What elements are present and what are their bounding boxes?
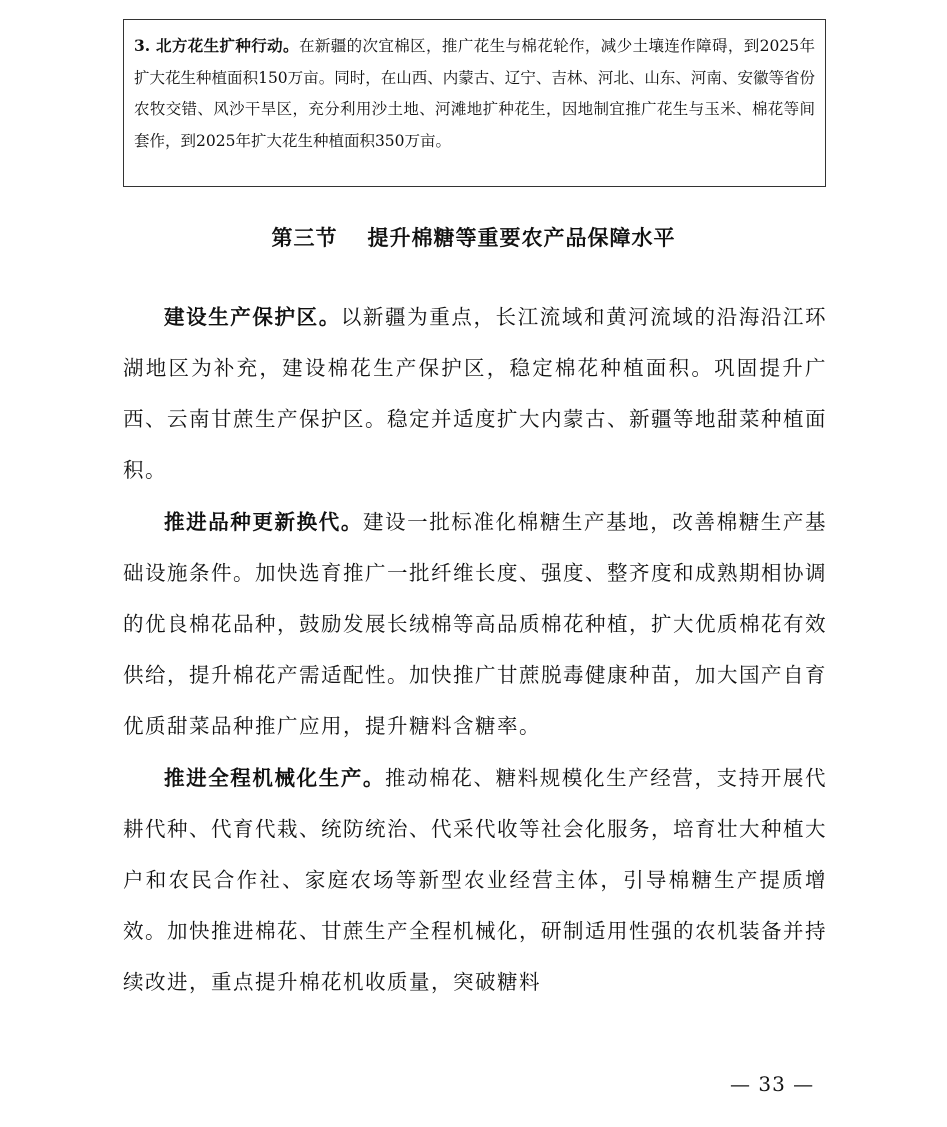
page-number: — 33 — xyxy=(730,1072,815,1096)
paragraph-text: 以新疆为重点，长江流域和黄河流域的沿海沿江环湖地区为补充，建设棉花生产保护区，稳定棉花种植面积。巩固提升广西、云南甘蔗生产保护区。稳定并适度扩大内蒙古、新疆等地甜菜种植面积。 xyxy=(123,305,827,482)
box-text: 在新疆的次宜棉区，推广花生与棉花轮作，减少土壤连作障碍，到2025年扩大花生种植面积150万亩。同时，在山西、内蒙古、辽宁、吉林、河北、山东、河南、安徽等省份农牧交错、风沙干旱区，充分利用沙土地、河滩地扩种花生，因地制宜推广花生与玉米、棉花等间套作，到2025年扩大花生种植面积350万亩。 xyxy=(134,37,816,150)
paragraph xyxy=(123,497,827,752)
paragraph-lead: 建设生产保护区。 xyxy=(164,305,341,329)
paragraph-text: 建设一批标准化棉糖生产基地，改善棉糖生产基础设施条件。加快选育推广一批纤维长度、强度、整齐度和成熟期相协调的优良棉花品种，鼓励发展长绒棉等高品质棉花种植，扩大优质棉花有效供给，提升棉花产需适配性。加快推广甘蔗脱毒健康种苗，加大国产自育优质甜菜品种推广应用，提升糖料含糖率。 xyxy=(123,510,828,738)
section-heading: 提升棉糖等重要农产品保障水平 xyxy=(367,225,676,250)
paragraph xyxy=(123,753,827,1008)
box-lead: 3. 北方花生扩种行动。 xyxy=(134,36,299,55)
paragraph-lead: 推进全程机械化生产。 xyxy=(164,766,386,790)
paragraph-lead: 推进品种更新换代。 xyxy=(164,510,363,534)
paragraph xyxy=(123,292,827,496)
section-number: 第三节 xyxy=(271,225,338,250)
section-title xyxy=(0,222,947,252)
paragraph-text: 推动棉花、糖料规模化生产经营，支持开展代耕代种、代育代栽、统防统治、代采代收等社会化服务，培育壮大种植大户和农民合作社、家庭农场等新型农业经营主体，引导棉糖生产提质增效。加快推进棉花、甘蔗生产全程机械化，研制适用性强的农机装备并持续改进，重点提升棉花机收质量，突破糖料 xyxy=(123,766,828,994)
highlight-box xyxy=(123,19,826,187)
body-text xyxy=(123,292,827,1009)
